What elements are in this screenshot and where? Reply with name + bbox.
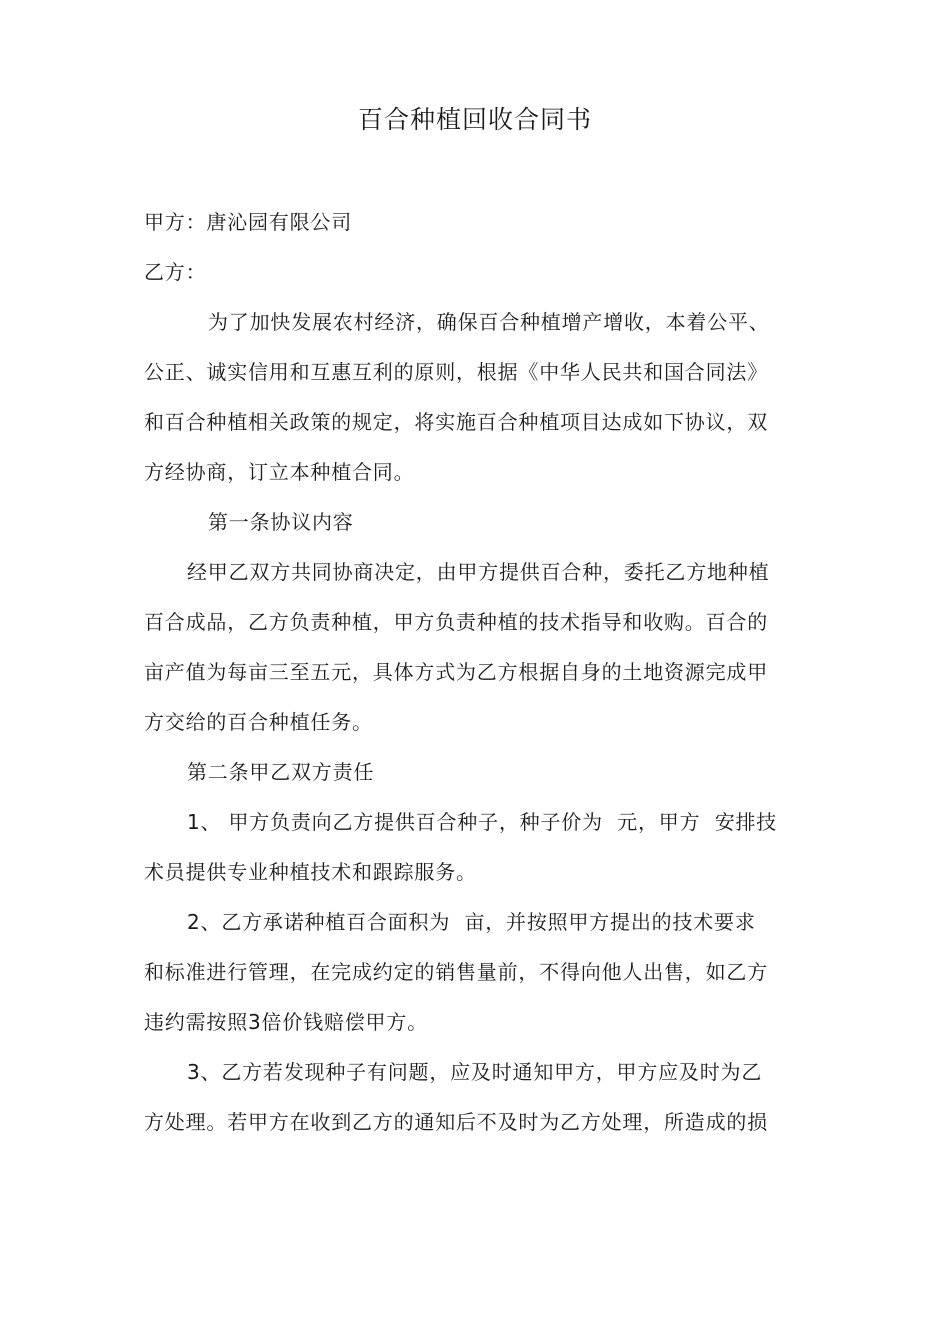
paragraph-line: 为了加快发展农村经济，确保百合种植增产增收，本着公平、 bbox=[208, 310, 770, 334]
article2-heading: 第二条甲乙双方责任 bbox=[187, 760, 375, 784]
paragraph-line: 术员提供专业种植技术和跟踪服务。 bbox=[144, 860, 477, 884]
paragraph-line: 亩产值为每亩三至五元，具体方式为乙方根据自身的土地资源完成甲 bbox=[144, 660, 768, 684]
party-a-line: 甲方：唐沁园有限公司 bbox=[144, 210, 352, 234]
paragraph-line: 3、乙方若发现种子有问题，应及时通知甲方，甲方应及时为乙 bbox=[187, 1060, 763, 1084]
party-b-line: 乙方： bbox=[144, 260, 207, 284]
clause-2-paragraph bbox=[144, 897, 816, 1047]
clause-3-paragraph bbox=[144, 1047, 816, 1147]
document-title: 百合种植回收合同书 bbox=[357, 105, 592, 134]
paragraph-line: 方交给的百合种植任务。 bbox=[144, 710, 373, 734]
paragraph-line: 方经协商，订立本种植合同。 bbox=[144, 460, 415, 484]
paragraph-line: 百合成品，乙方负责种植，甲方负责种植的技术指导和收购。百合的 bbox=[144, 610, 768, 634]
article1-paragraph bbox=[144, 547, 816, 747]
paragraph-line: 方处理。若甲方在收到乙方的通知后不及时为乙方处理，所造成的损 bbox=[144, 1110, 768, 1134]
paragraph-line: 和标准进行管理，在完成约定的销售量前，不得向他人出售，如乙方 bbox=[144, 960, 768, 984]
paragraph-line: 2、乙方承诺种植百合面积为 亩，并按照甲方提出的技术要求 bbox=[187, 910, 756, 934]
article1-heading: 第一条协议内容 bbox=[208, 510, 354, 534]
paragraph-line: 和百合种植相关政策的规定，将实施百合种植项目达成如下协议，双 bbox=[144, 410, 768, 434]
document-body bbox=[144, 197, 816, 1147]
paragraph-line: 1、 甲方负责向乙方提供百合种子，种子价为 元，甲方 安排技 bbox=[187, 810, 778, 834]
clause-1-paragraph bbox=[144, 797, 816, 897]
paragraph-line: 公正、诚实信用和互惠互利的原则，根据《中华人民共和国合同法》 bbox=[144, 360, 768, 384]
preamble-paragraph bbox=[144, 297, 816, 497]
paragraph-line: 经甲乙双方共同协商决定，由甲方提供百合种，委托乙方地种植 bbox=[187, 560, 770, 584]
paragraph-line: 违约需按照3倍价钱赔偿甲方。 bbox=[144, 1010, 428, 1034]
